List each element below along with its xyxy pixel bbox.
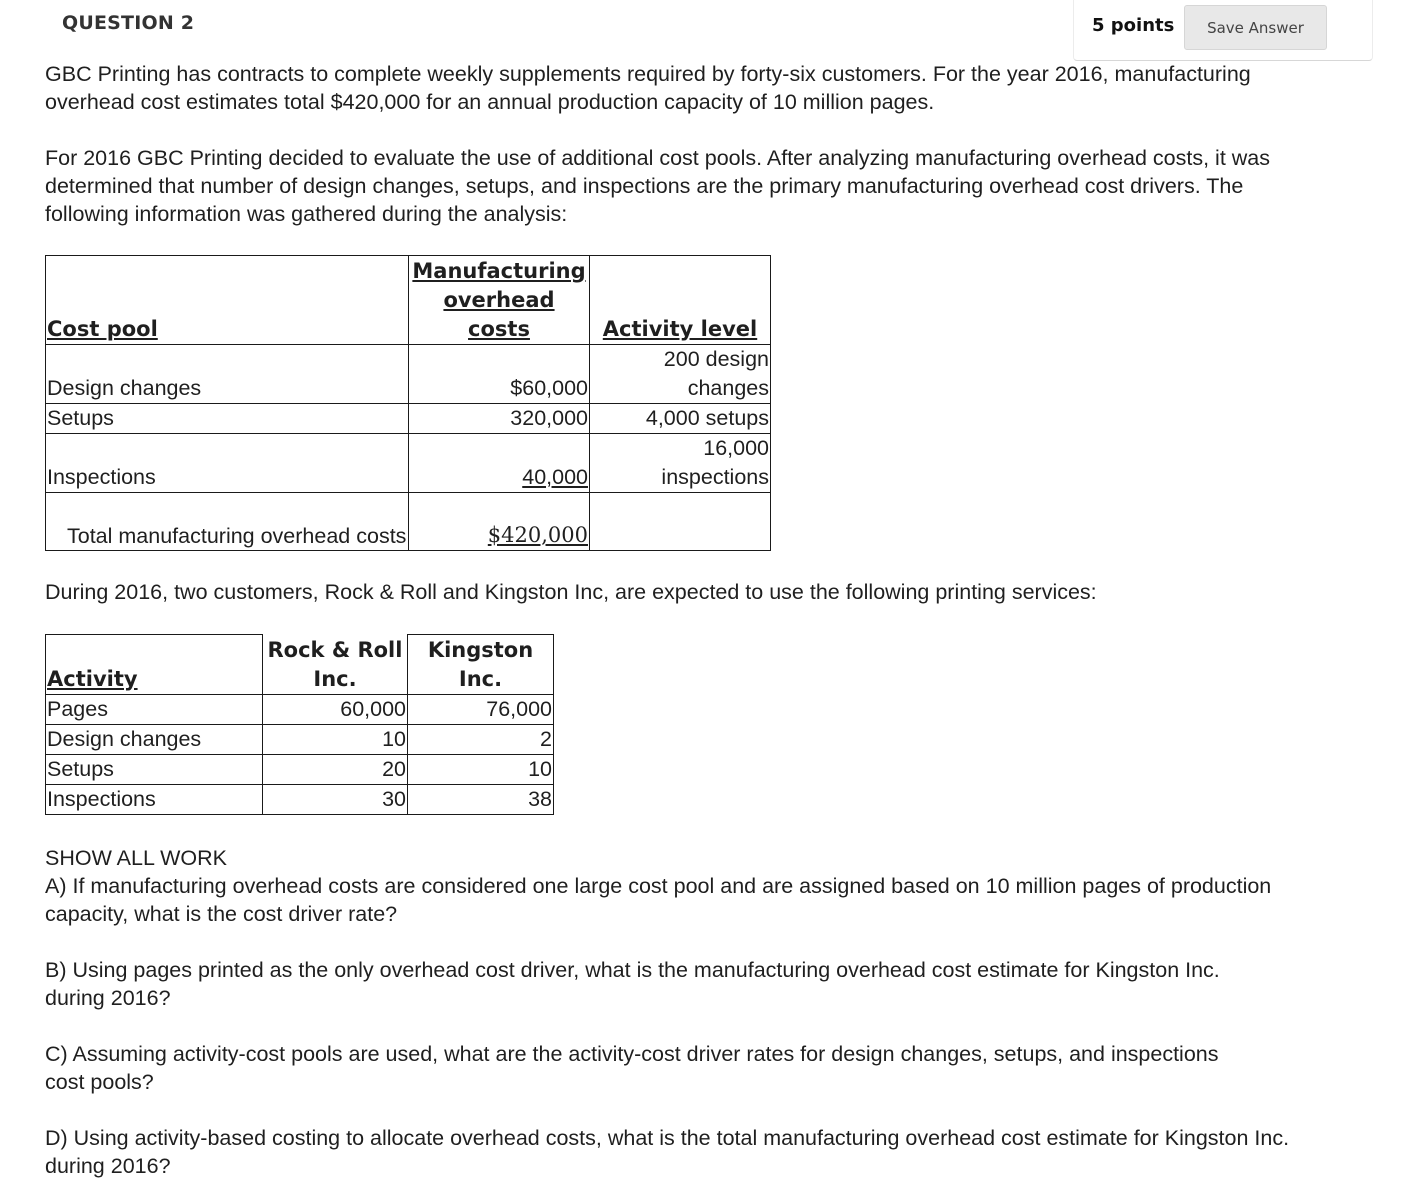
rock-roll-header: Rock & Roll Inc. [267, 638, 403, 691]
activity-header-cell [46, 635, 263, 695]
activity-cell: 200 design changes [590, 345, 771, 404]
kingston-cell: 2 [408, 725, 554, 755]
activity-cell: 16,000 inspections [590, 434, 771, 493]
costs-header-cell [409, 256, 590, 345]
cost-value: 40,000 [522, 465, 588, 489]
kingston-cell: 10 [408, 755, 554, 785]
usage-table [45, 634, 554, 815]
activity-level-header: Activity level [602, 317, 758, 341]
overhead-costs-header: Manufacturing overhead costs [412, 259, 586, 341]
rock-header-cell [263, 635, 408, 695]
cost-cell [409, 434, 590, 493]
question-d: D) Using activity-based costing to allocate overhead costs, what is the total manufacturing overhead cost estimate for Kingston Inc. during 2016? [45, 1126, 1290, 1178]
cost-cell: $60,000 [409, 345, 590, 404]
rock-cell: 60,000 [263, 695, 408, 725]
question-title: QUESTION 2 [62, 12, 195, 34]
kingston-header-cell [408, 635, 554, 695]
activity-header: Activity [47, 667, 138, 691]
usage-intro: During 2016, two customers, Rock & Roll and Kingston Inc, are expected to use the following printing services: [45, 580, 1097, 604]
table-row [46, 345, 771, 404]
cost-pool-header-cell [46, 256, 409, 345]
table-row [46, 785, 554, 815]
table-row [46, 695, 554, 725]
activity-cell: 4,000 setups [590, 404, 771, 434]
kingston-header: Kingston Inc. [427, 638, 534, 691]
cost-pool-table [45, 255, 771, 551]
total-cost-cell [409, 493, 590, 551]
save-answer-button[interactable]: Save Answer [1184, 5, 1327, 50]
rock-cell: 20 [263, 755, 408, 785]
table-row [46, 755, 554, 785]
activity-cell: Design changes [46, 725, 263, 755]
pool-cell: Design changes [46, 345, 409, 404]
rock-cell: 10 [263, 725, 408, 755]
empty-cell [590, 493, 771, 551]
activity-cell: Setups [46, 755, 263, 785]
points-label: 5 points [1092, 15, 1175, 36]
kingston-cell: 76,000 [408, 695, 554, 725]
pool-cell: Inspections [46, 434, 409, 493]
intro-paragraph-2: For 2016 GBC Printing decided to evaluate the use of additional cost pools. After analyzing manufacturing overhead costs, it was determined that number of design changes, setups, and inspections are the primary manufacturing overhead cost drivers. The following information was gathered during the analysis: [45, 146, 1271, 226]
question-c: C) Assuming activity-cost pools are used, what are the activity-cost driver rates for design changes, setups, and inspections cost pools? [45, 1042, 1219, 1094]
table-row-total [46, 493, 771, 551]
total-label-cell [46, 493, 409, 551]
show-work-label: SHOW ALL WORK [45, 846, 227, 870]
question-b: B) Using pages printed as the only overhead cost driver, what is the manufacturing overhead cost estimate for Kingston Inc. during 2016? [45, 958, 1220, 1010]
activity-level-header-cell [590, 256, 771, 345]
total-cost-value: $420,000 [487, 523, 588, 547]
cost-pool-header: Cost pool [47, 317, 158, 341]
cost-cell: 320,000 [409, 404, 590, 434]
activity-cell: Inspections [46, 785, 263, 815]
total-label: Total manufacturing overhead costs [67, 524, 407, 548]
table-row [46, 434, 771, 493]
table-row [46, 404, 771, 434]
kingston-cell: 38 [408, 785, 554, 815]
rock-cell: 30 [263, 785, 408, 815]
question-a: A) If manufacturing overhead costs are considered one large cost pool and are assigned based on 10 million pages of production capacity, what is the cost driver rate? [45, 874, 1272, 926]
intro-paragraph-1: GBC Printing has contracts to complete weekly supplements required by forty-six customers. For the year 2016, manufacturing overhead cost estimates total $420,000 for an annual production capacity of 10 million pages. [45, 62, 1251, 114]
table-row [46, 725, 554, 755]
activity-cell: Pages [46, 695, 263, 725]
pool-cell: Setups [46, 404, 409, 434]
